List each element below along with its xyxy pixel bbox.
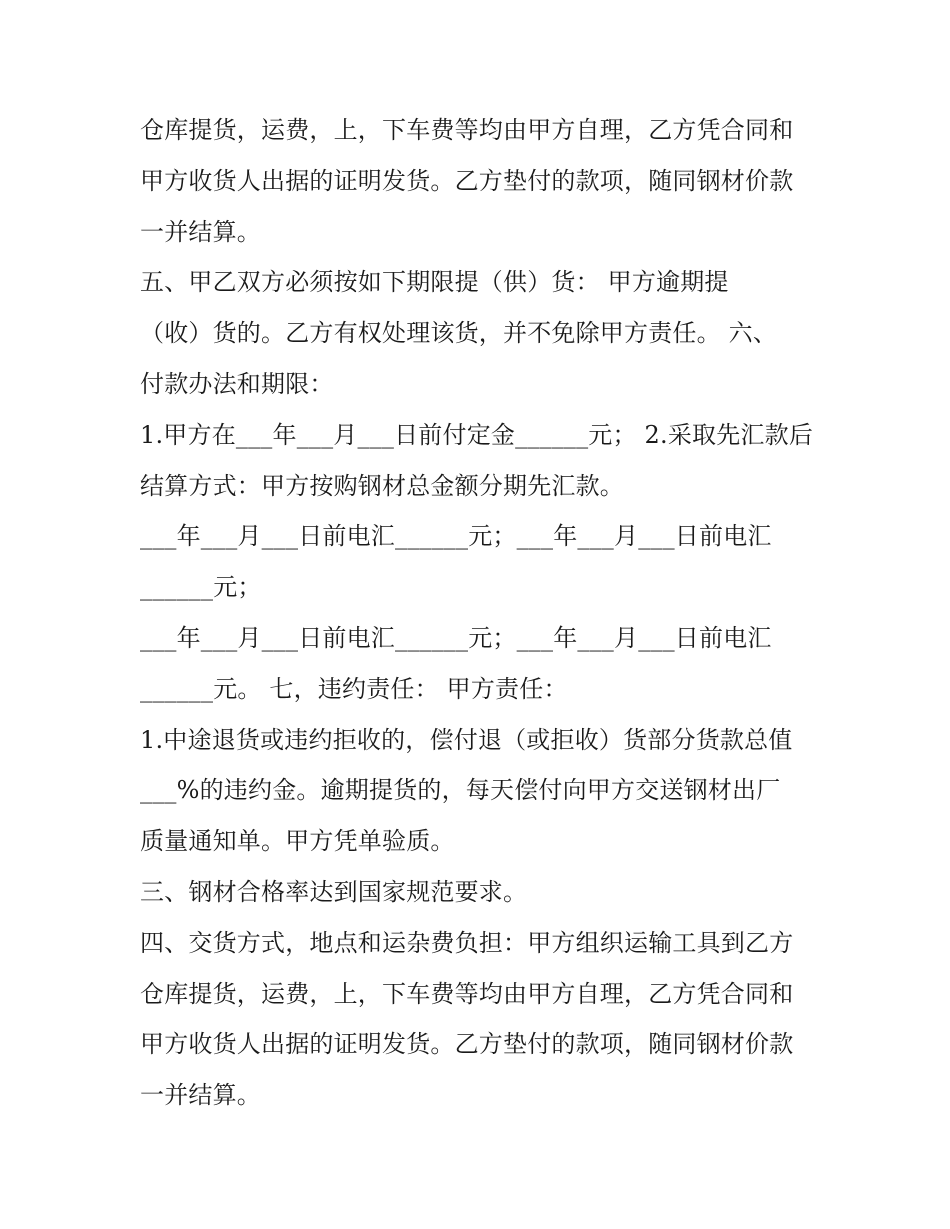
text-line: ___年___月___日前电汇______元；___年___月___日前电汇 bbox=[140, 522, 772, 551]
text-line: 甲方收货人出据的证明发货。乙方垫付的款项，随同钢材价款 bbox=[140, 1030, 794, 1059]
text-line: 三、钢材合格率达到国家规范要求。 bbox=[140, 877, 528, 906]
text-line: 付款办法和期限： bbox=[140, 369, 334, 398]
text-line: ______元。 七，违约责任： 甲方责任： bbox=[140, 674, 568, 703]
text-line: 质量通知单。甲方凭单验质。 bbox=[140, 827, 455, 856]
text-line: 一并结算。 bbox=[140, 217, 261, 246]
text-line: 一并结算。 bbox=[140, 1081, 261, 1110]
text-line: 1.甲方在___年___月___日前付定金______元； 2.采取先汇款后 bbox=[140, 420, 814, 449]
contract-text-body bbox=[140, 105, 840, 1121]
text-line: 甲方收货人出据的证明发货。乙方垫付的款项，随同钢材价款 bbox=[140, 166, 794, 195]
text-line: 仓库提货，运费，上，下车费等均由甲方自理，乙方凭合同和 bbox=[140, 116, 794, 144]
text-line: 四、交货方式，地点和运杂费负担：甲方组织运输工具到乙方 bbox=[140, 928, 794, 957]
text-line: 结算方式：甲方按购钢材总金额分期先汇款。 bbox=[140, 471, 624, 500]
text-line: 仓库提货，运费，上，下车费等均由甲方自理，乙方凭合同和 bbox=[140, 979, 794, 1008]
text-line: ___年___月___日前电汇______元；___年___月___日前电汇 bbox=[140, 623, 772, 652]
text-line: ___%的违约金。逾期提货的，每天偿付向甲方交送钢材出厂 bbox=[140, 776, 781, 805]
text-line: （收）货的。乙方有权处理该货，并不免除甲方责任。 六、 bbox=[140, 319, 778, 348]
text-line: ______元； bbox=[140, 573, 262, 602]
text-line: 1.中途退货或违约拒收的，偿付退（或拒收）货部分货款总值 bbox=[140, 725, 793, 754]
text-line: 五、甲乙双方必须按如下期限提（供）货： 甲方逾期提 bbox=[140, 268, 729, 297]
